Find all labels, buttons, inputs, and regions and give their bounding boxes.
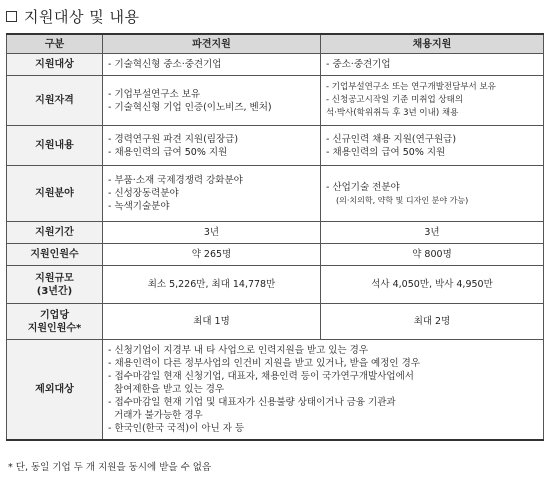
row-label: 지원분야	[7, 166, 103, 222]
table-row-exclusion	[7, 340, 544, 440]
exclusion-cell	[103, 340, 544, 440]
cell-line: - 한국인(한국 국적)이 아닌 자 등	[108, 422, 245, 434]
cell-line: - 기업부설연구소 또는 연구개발전담부서 보유	[326, 82, 496, 92]
cell-line: - 신규인력 채용 지원(연구원급)	[326, 133, 457, 145]
cell-line: - 접수마감일 현재 기업 및 대표자가 신용불량 상태이거나 금융 기관과	[108, 396, 396, 408]
table-row-content	[7, 126, 544, 166]
cell-line: - 경력연구원 파견 지원(림장급)	[108, 133, 239, 145]
row-label-line: 기업당	[40, 309, 69, 321]
dispatch-cell: 3년	[103, 222, 321, 244]
table-header-row	[7, 34, 544, 54]
row-label: 지원인원수	[7, 244, 103, 266]
hire-cell	[321, 54, 544, 76]
cell-line: - 채용인력의 급여 50% 지원	[108, 146, 228, 158]
table-row-field	[7, 166, 544, 222]
cell-line: - 기술혁신형 기업 인증(이노비즈, 벤처)	[108, 101, 272, 113]
row-label: 지원내용	[7, 126, 103, 166]
dispatch-cell	[103, 166, 321, 222]
cell-line: - 부품·소재 국제경쟁력 강화분야	[108, 175, 243, 186]
row-label	[7, 266, 103, 304]
hire-cell: 최대 2명	[321, 304, 544, 340]
footnote: * 단, 동일 기업 두 개 지원을 동시에 받을 수 없음	[8, 462, 212, 473]
cell-line: - 신성장동력분야	[108, 188, 179, 199]
hire-cell: 석사 4,050만, 박사 4,950만	[321, 266, 544, 304]
cell-line: 석·박사(학위취득 후 3년 이내) 채용	[326, 108, 459, 118]
cell-line: - 신청공고시작일 기준 미취업 상태의	[326, 95, 464, 105]
hire-cell: 3년	[321, 222, 544, 244]
row-label	[7, 304, 103, 340]
dispatch-cell	[103, 126, 321, 166]
cell-line: - 채용인력이 다른 정부사업의 인건비 지원을 받고 있거나, 받을 예정인 경우	[108, 357, 420, 369]
checkbox-square-icon	[6, 11, 17, 22]
row-label: 제외대상	[7, 340, 103, 440]
hire-cell: 약 800명	[321, 244, 544, 266]
dispatch-cell: 약 265명	[103, 244, 321, 266]
table-row-qualification	[7, 76, 544, 126]
dispatch-cell: 최대 1명	[103, 304, 321, 340]
cell-line: 참여제한을 받고 있는 경우	[108, 383, 225, 395]
table-row-scale	[7, 266, 544, 304]
section-title	[6, 4, 139, 28]
header-hire: 채용지원	[321, 34, 544, 54]
cell-line: - 접수마감일 현재 신청기업, 대표자, 채용인력 등이 국가연구개발사업에서	[108, 370, 414, 382]
cell-line: - 신청기업이 지경부 내 타 사업으로 인력지원을 받고 있는 경우	[108, 344, 369, 356]
table-row-per-company	[7, 304, 544, 340]
support-table	[6, 33, 544, 441]
cell-line: - 채용인력의 급여 50% 지원	[326, 146, 446, 158]
cell-line: - 기술혁신형 중소·중견기업	[108, 59, 222, 70]
dispatch-cell	[103, 54, 321, 76]
table-row-persons	[7, 244, 544, 266]
cell-line: - 중소·중견기업	[326, 59, 391, 70]
table-row-period	[7, 222, 544, 244]
cell-line: - 기업부설연구소 보유	[108, 88, 201, 100]
cell-line: 거래가 불가능한 경우	[108, 409, 203, 421]
cell-line: - 녹색기술분야	[108, 201, 170, 212]
row-label-line: 지원규모	[35, 272, 74, 284]
cell-line: - 산업기술 전분야	[326, 181, 400, 193]
table-row-target	[7, 54, 544, 76]
hire-cell	[321, 76, 544, 126]
hire-cell	[321, 126, 544, 166]
header-category: 구분	[7, 34, 103, 54]
dispatch-cell: 최소 5,226만, 최대 14,778만	[103, 266, 321, 304]
row-label-line: (3년간)	[36, 285, 73, 297]
row-label: 지원기간	[7, 222, 103, 244]
cell-note: (의·치의학, 약학 및 디자인 분야 가능)	[336, 195, 469, 205]
dispatch-cell	[103, 76, 321, 126]
row-label-line: 지원인원수*	[27, 322, 82, 334]
row-label: 지원자격	[7, 76, 103, 126]
section-title-text: 지원대상 및 내용	[24, 7, 140, 26]
row-label: 지원대상	[7, 54, 103, 76]
header-dispatch: 파견지원	[103, 34, 321, 54]
hire-cell	[321, 166, 544, 222]
